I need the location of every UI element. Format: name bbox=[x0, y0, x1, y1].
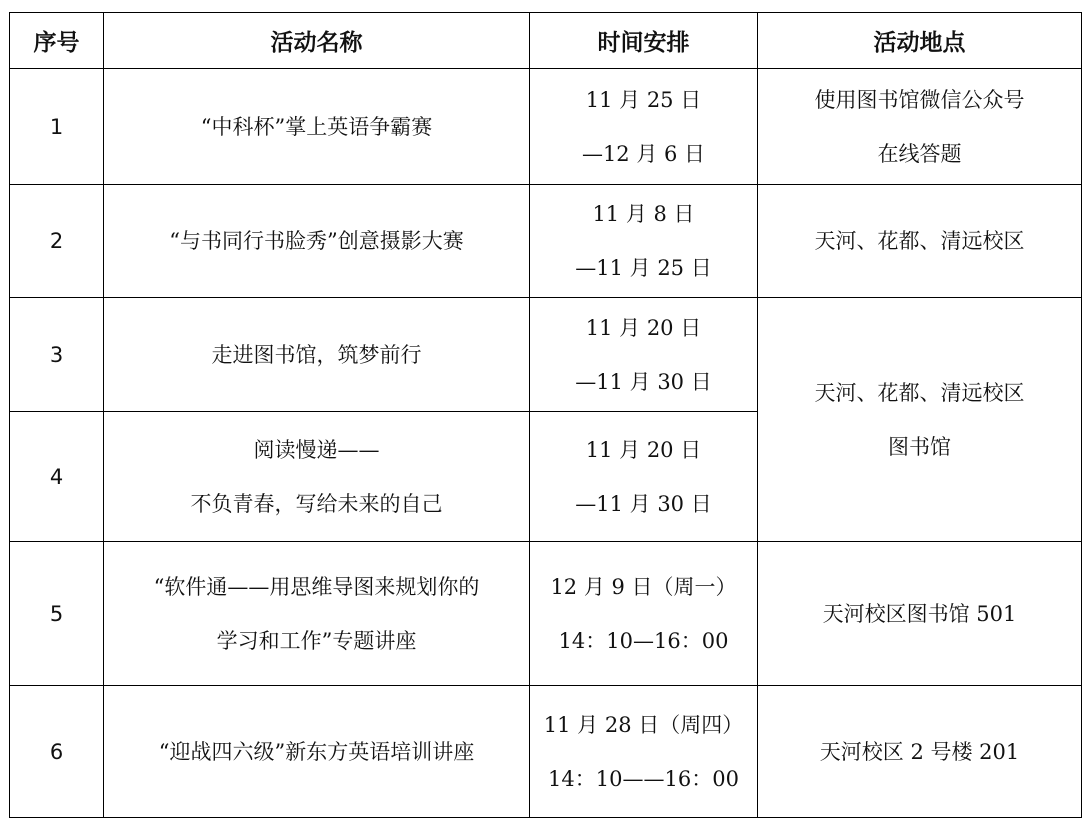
activity-name-line: “中科杯”掌上英语争霸赛 bbox=[200, 114, 433, 139]
row-number-cell: 5 bbox=[10, 542, 104, 686]
place-cell bbox=[758, 542, 1082, 686]
time-cell bbox=[530, 69, 758, 185]
time-line: —11 月 25 日 bbox=[575, 256, 712, 280]
row-number-cell: 4 bbox=[10, 412, 104, 542]
row-number-cell: 3 bbox=[10, 298, 104, 412]
time-cell bbox=[530, 686, 758, 818]
table-row bbox=[10, 686, 1082, 818]
time-cell bbox=[530, 412, 758, 542]
activity-name-cell bbox=[104, 542, 530, 686]
table-row bbox=[10, 185, 1082, 298]
header-activity-place: 活动地点 bbox=[758, 13, 1082, 69]
place-line: 天河、花都、清远校区 bbox=[814, 380, 1025, 405]
time-line: —12 月 6 日 bbox=[581, 141, 706, 166]
time-cell bbox=[530, 542, 758, 686]
place-line: 图书馆 bbox=[888, 434, 951, 459]
place-line: 天河校区 2 号楼 201 bbox=[819, 739, 1020, 764]
row-number-cell: 6 bbox=[10, 686, 104, 818]
place-line: 在线答题 bbox=[877, 141, 962, 166]
time-line: 14：10—16：00 bbox=[558, 628, 729, 653]
time-line: 12 月 9 日（周一） bbox=[550, 574, 737, 599]
row-number-cell: 1 bbox=[10, 69, 104, 185]
activity-name-line: 不负青春，写给未来的自己 bbox=[190, 491, 443, 516]
activity-name-cell bbox=[104, 412, 530, 542]
time-line: 11 月 25 日 bbox=[585, 87, 702, 112]
place-cell-merged bbox=[758, 298, 1082, 542]
place-cell bbox=[758, 686, 1082, 818]
time-cell bbox=[530, 185, 758, 298]
time-line: —11 月 30 日 bbox=[575, 369, 712, 394]
activity-name-cell bbox=[104, 298, 530, 412]
table-row bbox=[10, 298, 1082, 412]
time-line: 11 月 28 日（周四） bbox=[543, 712, 744, 737]
place-cell bbox=[758, 69, 1082, 185]
header-time-schedule: 时间安排 bbox=[530, 13, 758, 69]
activity-name-line: 走进图书馆，筑梦前行 bbox=[211, 342, 422, 367]
activity-name-cell bbox=[104, 185, 530, 298]
activity-schedule-table bbox=[9, 12, 1082, 818]
header-no: 序号 bbox=[10, 13, 104, 69]
activity-name-line: 阅读慢递—— bbox=[253, 437, 380, 462]
activity-name-line: “迎战四六级”新东方英语培训讲座 bbox=[158, 739, 475, 764]
place-line: 使用图书馆微信公众号 bbox=[814, 87, 1025, 112]
activity-name-cell bbox=[104, 69, 530, 185]
place-line: 天河校区图书馆 501 bbox=[822, 601, 1017, 626]
time-line: 11 月 20 日 bbox=[585, 315, 702, 340]
activity-name-cell bbox=[104, 686, 530, 818]
activity-name-line: “与书同行书脸秀”创意摄影大赛 bbox=[169, 229, 464, 253]
place-cell bbox=[758, 185, 1082, 298]
activity-name-line: 学习和工作”专题讲座 bbox=[216, 628, 417, 653]
activity-name-line: “软件通——用思维导图来规划你的 bbox=[153, 574, 480, 599]
table-header-row bbox=[10, 13, 1082, 69]
time-line: 11 月 20 日 bbox=[585, 437, 702, 462]
time-line: —11 月 30 日 bbox=[575, 491, 712, 516]
table-row bbox=[10, 542, 1082, 686]
header-activity-name: 活动名称 bbox=[104, 13, 530, 69]
table-row bbox=[10, 69, 1082, 185]
time-line: 14：10——16：00 bbox=[548, 766, 739, 791]
place-line: 天河、花都、清远校区 bbox=[814, 229, 1025, 253]
row-number-cell: 2 bbox=[10, 185, 104, 298]
time-line: 11 月 8 日 bbox=[592, 202, 695, 226]
time-cell bbox=[530, 298, 758, 412]
